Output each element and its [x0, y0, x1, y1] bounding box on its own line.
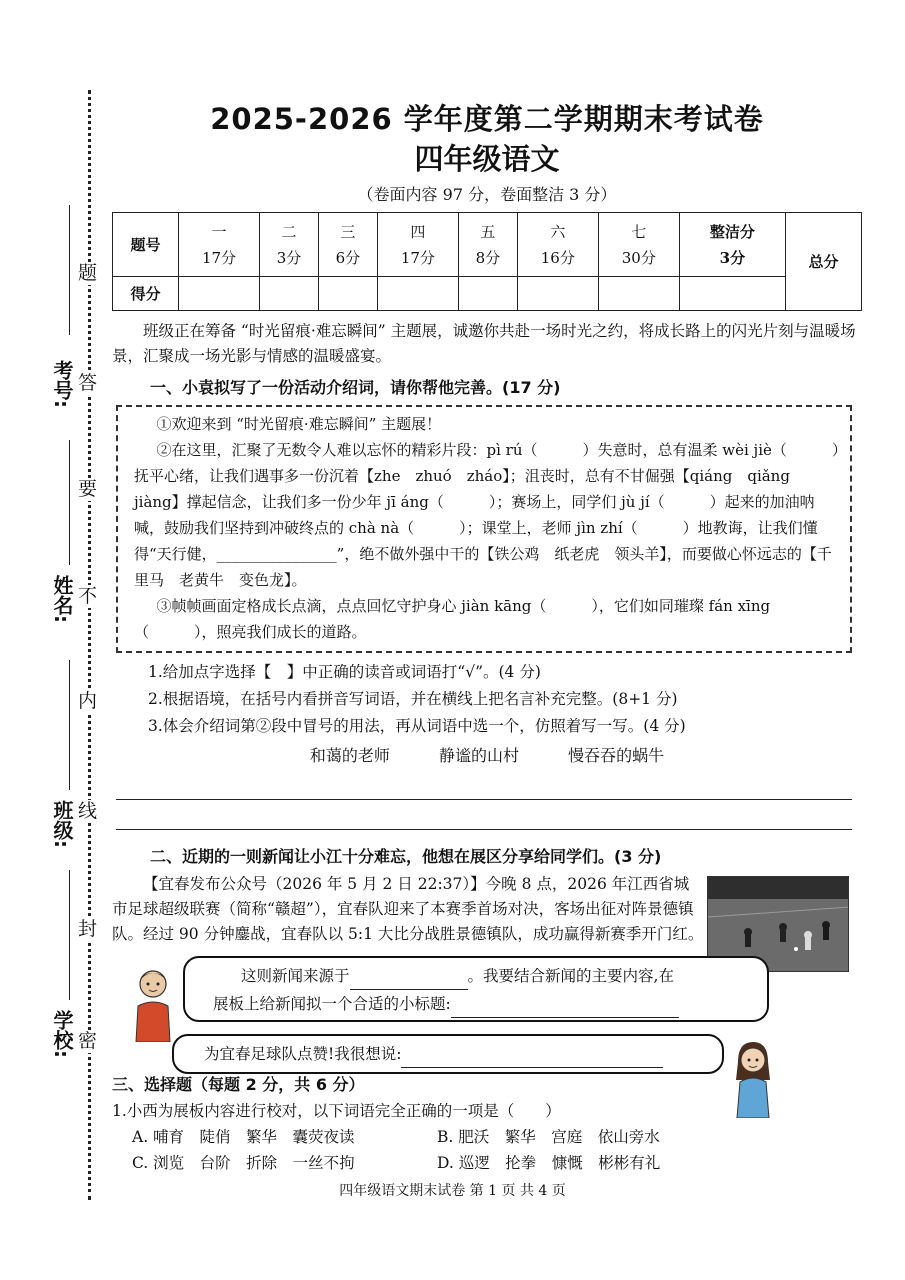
speech-bubble-2: [172, 1034, 724, 1074]
box-para-1: ①欢迎来到 “时光留痕·难忘瞬间” 主题展！: [156, 415, 442, 433]
score-cell[interactable]: [679, 277, 785, 311]
seal-char: 不: [78, 585, 98, 607]
score-cell[interactable]: [458, 277, 517, 311]
section2-heading: 二、近期的一则新闻让小江十分难忘，他想在展区分享给同学们。(3 分): [150, 847, 662, 866]
seal-char: 题: [78, 262, 98, 284]
choice-word: 慢吞吞的蜗牛: [568, 746, 665, 765]
boy-illustration: [128, 966, 178, 1042]
news-source-blank[interactable]: [350, 970, 468, 990]
bubble-text: 。我要结合新闻的主要内容,在: [467, 967, 674, 985]
page-footer: 四年级语文期末试卷 第 1 页 共 4 页: [339, 1183, 566, 1199]
class-line: [69, 660, 70, 790]
school-label: 学校:: [50, 1010, 74, 1058]
seal-char: 内: [78, 690, 98, 712]
section1-questions: [112, 659, 862, 740]
box-para-2: ②在这里，汇聚了无数令人难以忘怀的精彩片段：pì rú（ ）失意时，总有温柔 wèi jiè（ ）抚平心绪，让我们遇事多一份沉着【zhe zhuó zháo】；沮丧时，总有不甘倔强【qiáng qiǎng jiàng】撑起信念，让我们多一份少年 jī áng（ ）；赛场上，同学们 jù jí（ ）起来的加油呐喊，鼓励我们坚持到冲破终点的 chà nà（ ）；课堂上，老师 jìn zhí（ ）地教诲，让我们懂得“天行健，________________”，绝不做外强中干的【铁公鸡 纸老虎 领头羊】，而要做心怀远志的【千里马 老黄牛 变色龙】。: [134, 441, 840, 589]
choice-word: 静谧的山村: [438, 746, 519, 765]
binding-margin: [0, 0, 105, 1280]
table-col: 一 17分: [179, 213, 260, 277]
intro-speech-box: [116, 405, 852, 653]
intro-paragraph: 班级正在筹备 “时光留痕·难忘瞬间” 主题展，诚邀你共赴一场时光之约，将成长路上的闪光片刻与温暖场景，汇聚成一场光影与情感的温暖盛宴。: [112, 322, 856, 365]
answer-line[interactable]: [116, 770, 852, 800]
score-cell[interactable]: [377, 277, 458, 311]
option-d[interactable]: D. 巡逻 抡拳 慷慨 彬彬有礼: [437, 1154, 661, 1172]
score-note: （卷面内容 97 分，卷面整洁 3 分）: [357, 185, 617, 204]
news-text: 【宜春发布公众号（2026 年 5 月 2 日 22:37）】今晚 8 点，2026 年江西省城市足球超级联赛（简称“赣超”），宜春队迎来了本赛季首场对决，客场出征对阵景德镇队。经过 90 分钟鏖战，宜春队以 5:1 大比分战胜景德镇队，成功赢得新赛季开门红。: [112, 875, 704, 943]
table-label-score: 得分: [113, 277, 179, 311]
exam-title: 2025-2026 学年度第二学期期末考试卷: [210, 102, 764, 136]
score-table: [112, 212, 862, 311]
table-col: 六 16分: [517, 213, 598, 277]
option-b[interactable]: B. 肥沃 繁华 宫庭 依山旁水: [437, 1128, 660, 1146]
answer-line[interactable]: [116, 800, 852, 830]
option-a[interactable]: A. 哺育 陡俏 繁华 囊荧夜读: [132, 1128, 355, 1146]
headline-blank[interactable]: [451, 998, 679, 1018]
section1-heading: 一、小袁拟写了一份活动介绍词，请你帮他完善。(17 分): [150, 378, 561, 397]
section3: [112, 1072, 862, 1176]
name-label: 姓名:: [50, 575, 74, 623]
table-col: 七 30分: [598, 213, 679, 277]
question-2: 2.根据语境，在括号内看拼音写词语，并在横线上把名言补充完整。(8+1 分): [148, 690, 678, 708]
score-cell[interactable]: [179, 277, 260, 311]
exam-subtitle: 四年级语文: [414, 142, 560, 176]
bubble-text: 展板上给新闻拟一个合适的小标题:: [213, 995, 451, 1013]
question-3-1: 1.小西为展板内容进行校对，以下词语完全正确的一项是（ ）: [112, 1102, 561, 1120]
bubble-text: 为宜春足球队点赞!我很想说:: [204, 1045, 402, 1063]
table-col: 二 3分: [259, 213, 318, 277]
score-cell[interactable]: [598, 277, 679, 311]
praise-blank[interactable]: [401, 1048, 663, 1068]
table-col: 四 17分: [377, 213, 458, 277]
exam-number-line: [69, 205, 70, 335]
table-col: 整洁分 3分: [679, 213, 785, 277]
seal-char: 线: [78, 800, 98, 822]
section3-heading: 三、选择题（每题 2 分，共 6 分）: [112, 1075, 365, 1094]
seal-char: 封: [78, 918, 98, 940]
seal-char: 答: [78, 372, 98, 394]
word-choices: [112, 742, 862, 770]
seal-char: 要: [78, 478, 98, 500]
exam-number-label: 考号:: [50, 360, 74, 408]
box-para-3: ③帧帧画面定格成长点滴，点点回忆守护身心 jiàn kāng（ ），它们如同璀璨 fán xīng（ ），照亮我们成长的道路。: [134, 597, 771, 641]
question-1: 1.给加点字选择【 】中正确的读音或词语打“√”。(4 分): [148, 663, 541, 681]
speech-bubble-1: [183, 956, 769, 1022]
table-col: 三 6分: [318, 213, 377, 277]
score-cell[interactable]: [517, 277, 598, 311]
score-cell[interactable]: [259, 277, 318, 311]
exam-main: [112, 100, 862, 968]
table-label-question: 题号: [113, 213, 179, 277]
choice-word: 和蔼的老师: [309, 746, 390, 765]
school-line: [69, 870, 70, 1000]
news-block: [112, 872, 862, 968]
score-cell[interactable]: [318, 277, 377, 311]
class-label: 班级:: [50, 800, 74, 848]
table-total: 总分: [786, 213, 862, 311]
bubble-text: 这则新闻来源于: [241, 967, 350, 985]
option-c[interactable]: C. 浏览 台阶 折除 一丝不拘: [132, 1154, 355, 1172]
seal-char: 密: [78, 1030, 98, 1052]
name-line: [69, 440, 70, 565]
table-col: 五 8分: [458, 213, 517, 277]
question-3: 3.体会介绍词第②段中冒号的用法，再从词语中选一个，仿照着写一写。(4 分): [148, 717, 686, 735]
